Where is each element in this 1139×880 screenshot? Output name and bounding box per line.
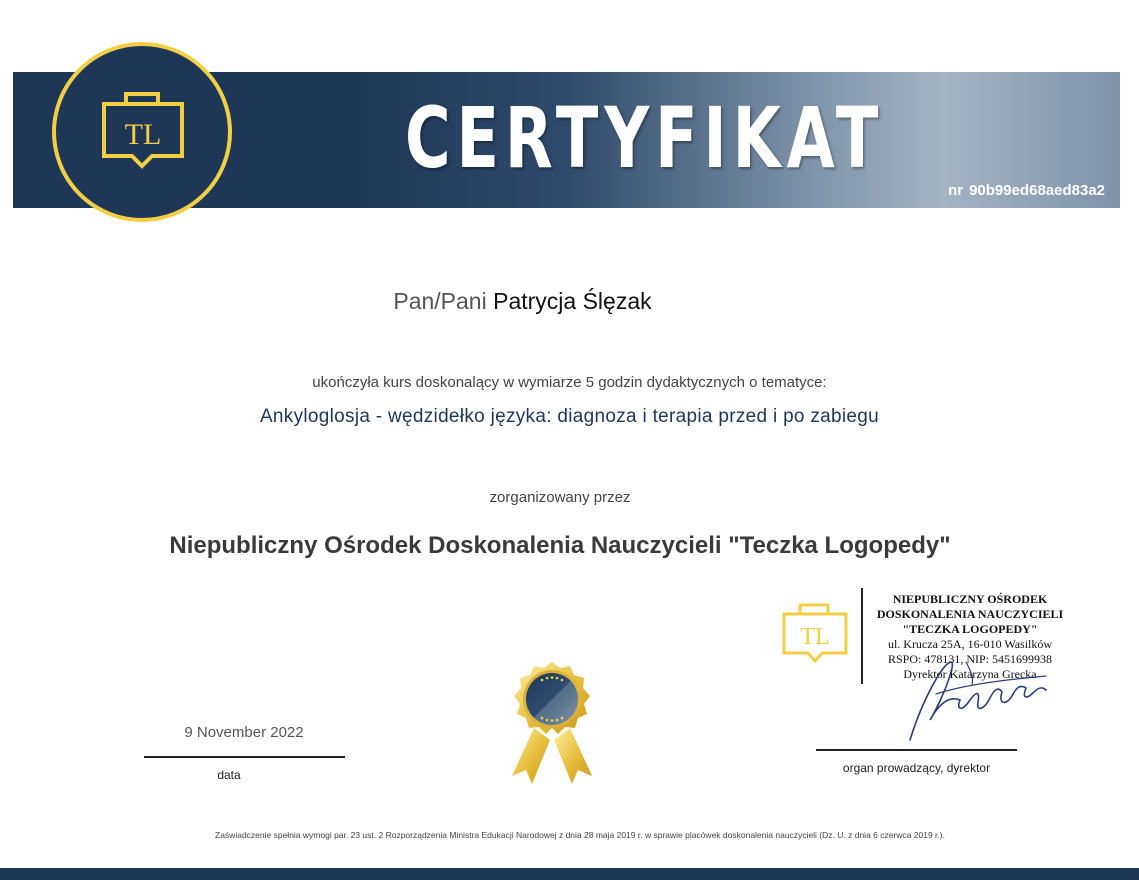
course-topic: Ankyloglosja - wędzidełko języka: diagnoza i terapia przed i po zabiegu [259,406,880,427]
certificate-title: CERTYFIKAT [405,89,885,187]
recipient-line [0,288,1045,315]
date-underline [144,756,345,758]
footer-bar [0,868,1139,880]
completion-text: ukończyła kurs doskonalący w wymiarze 5 godzin dydaktycznych o tematyce: [312,374,827,391]
recipient-salutation: Pan/Pani [393,288,487,314]
stamp-logo-text: TL [800,624,830,650]
signature-label: organ prowadzący, dyrektor [842,761,991,775]
organizer-name: Niepubliczny Ośrodek Doskonalenia Nauczycieli "Teczka Logopedy" [169,532,951,559]
handwritten-signature [870,640,1060,755]
stamp-line-4: ul. Krucza 25A, 16-010 Wasilków [887,637,1053,651]
stamp-line-3: "TECZKA LOGOPEDY" [902,622,1038,636]
organized-by-text: zorganizowany przez [489,489,631,506]
stamp-line-6: Dyrektor Katarzyna Grecka [903,667,1037,681]
stamp-line-1: NIEPUBLICZNY OŚRODEK [892,592,1048,606]
date-label: data [217,768,241,782]
stamp-logo-icon [780,603,850,674]
stamp-line-5: RSPO: 478131, NIP: 5451699938 [887,652,1053,666]
stamp-line-2: DOSKONALENIA NAUCZYCIELI [876,607,1064,621]
stamp-divider [861,588,863,684]
legal-footnote: Zaświadczenie spełnia wymogi par. 23 ust. 2 Rozporządzenia Ministra Edukacji Narodowej z dnia 28 maja 2019 r. w sprawie placówek doskonalenia nauczycieli (Dz. U. z dnia 6 czerwca 2019 r.). [215,830,945,840]
recipient-name: Patrycja Ślęzak [493,288,652,314]
briefcase-logo-icon [98,90,188,182]
signature-underline [816,749,1017,751]
logo-text: TL [124,118,162,151]
certificate-number-label: nr [948,182,964,199]
certificate-number-value: 90b99ed68aed83a2 [969,182,1105,199]
certificate-number [948,182,1105,199]
logo-badge [52,42,232,222]
issue-date: 9 November 2022 [184,724,304,741]
award-seal-icon [494,658,610,789]
